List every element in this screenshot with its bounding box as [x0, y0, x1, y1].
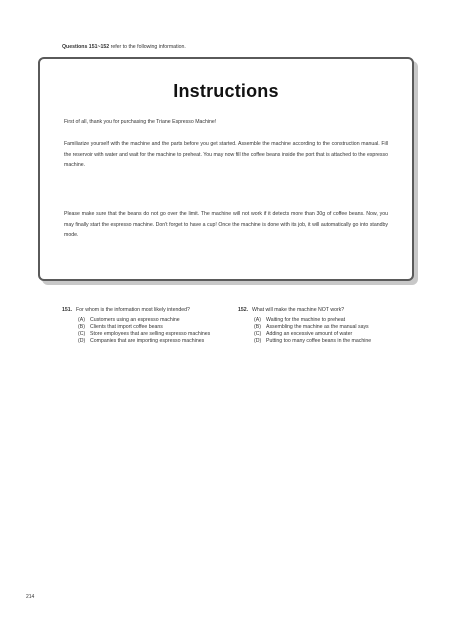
instructions-paragraph-2: Familiarize yourself with the machine and the parts before you get started. Assemble the machine according to the construction manual. Fill the reservoir with water and wait for the machine to preheat. You may now fill the coffee beans inside the port that is attached to the espresso machine. [64, 141, 388, 168]
instructions-box [38, 57, 414, 281]
option-letter: (B) [78, 324, 85, 330]
option-text: Waiting for the machine to preheat [266, 317, 346, 323]
instructions-paragraph-3: Please make sure that the beans do not go over the limit. The machine will not work if it detects more than 30g of coffee beans. Now, you may finally start the espresso machine. Don't forget to have a cup! Once the machine is done with its job, it will automatically go into standby mode. [64, 211, 388, 238]
answer-option-d[interactable] [78, 338, 232, 345]
option-letter: (A) [78, 317, 85, 323]
option-letter: (B) [254, 324, 261, 330]
instructions-title: Instructions [173, 81, 279, 101]
option-text: Adding an excessive amount of water [266, 331, 353, 337]
question-number: 151. [62, 307, 73, 313]
question-text: For whom is the information most likely intended? [76, 307, 190, 313]
question-152 [238, 307, 408, 345]
answer-options [254, 317, 408, 345]
option-letter: (D) [78, 338, 86, 344]
instructions-paragraph-1: First of all, thank you for purchasing the Triane Espresso Machine! [64, 119, 217, 125]
option-text: Clients that import coffee beans [90, 324, 163, 330]
option-letter: (C) [254, 331, 262, 337]
question-text: What will make the machine NOT work? [252, 307, 345, 313]
option-letter: (D) [254, 338, 262, 344]
question-number: 152. [238, 307, 249, 313]
answer-option-c[interactable] [78, 331, 232, 338]
answer-option-a[interactable] [78, 317, 232, 324]
answer-option-c[interactable] [254, 331, 408, 338]
option-text: Assembling the machine as the manual says [266, 324, 369, 330]
option-text: Customers using an espresso machine [90, 317, 180, 323]
question-151 [62, 307, 232, 345]
option-text: Store employees that are selling espresso machines [90, 331, 211, 337]
answer-option-b[interactable] [78, 324, 232, 331]
option-letter: (A) [254, 317, 261, 323]
page-number: 214 [26, 594, 35, 600]
questions-header [62, 44, 186, 50]
questions-refer-text: refer to the following information. [109, 44, 186, 50]
answer-option-a[interactable] [254, 317, 408, 324]
answer-options [78, 317, 232, 345]
option-text: Putting too many coffee beans in the machine [266, 338, 372, 344]
option-text: Companies that are importing espresso machines [90, 338, 205, 344]
questions-range: Questions 151~152 [62, 44, 110, 50]
answer-option-b[interactable] [254, 324, 408, 331]
answer-option-d[interactable] [254, 338, 408, 345]
option-letter: (C) [78, 331, 86, 337]
